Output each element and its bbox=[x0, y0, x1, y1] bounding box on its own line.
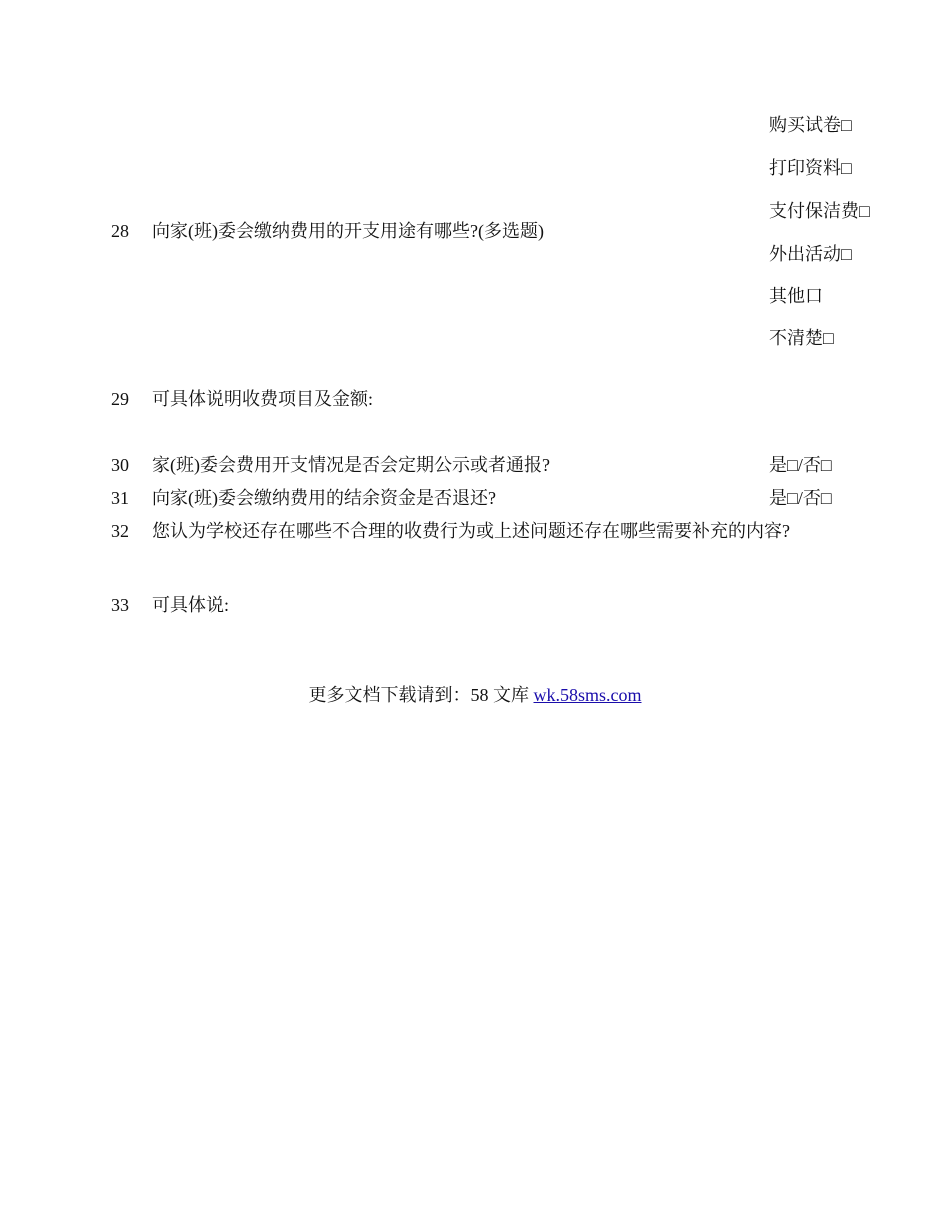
question-29-number: 29 bbox=[111, 389, 129, 409]
question-33-text: 可具体说: bbox=[152, 595, 230, 615]
question-30-text: 家(班)委会费用开支情况是否会定期公示或者通报? bbox=[152, 455, 550, 475]
question-30-number: 30 bbox=[111, 455, 129, 475]
q28-option-not-sure[interactable]: 不清楚□ bbox=[769, 328, 834, 348]
question-33-number: 33 bbox=[111, 595, 129, 615]
question-28-number: 28 bbox=[111, 221, 129, 241]
question-31-yes-no[interactable]: 是□/否□ bbox=[769, 488, 832, 508]
q28-option-cleaning-fee[interactable]: 支付保洁费□ bbox=[769, 201, 870, 221]
question-31-number: 31 bbox=[111, 488, 129, 508]
question-32-text: 您认为学校还存在哪些不合理的收费行为或上述问题还存在哪些需要补充的内容? bbox=[152, 521, 790, 541]
footer-prefix: 更多文档下载请到：58 文库 bbox=[308, 685, 534, 705]
question-29-text: 可具体说明收费项目及金额: bbox=[152, 389, 373, 409]
footer-link[interactable]: wk.58sms.com bbox=[533, 685, 642, 705]
q28-option-buy-test-papers[interactable]: 购买试卷□ bbox=[769, 115, 852, 135]
q28-option-print-materials[interactable]: 打印资料□ bbox=[769, 158, 852, 178]
question-32-number: 32 bbox=[111, 521, 129, 541]
q28-option-outing-activities[interactable]: 外出活动□ bbox=[769, 244, 852, 264]
q28-option-other[interactable]: 其他口 bbox=[769, 286, 823, 306]
question-30-yes-no[interactable]: 是□/否□ bbox=[769, 455, 832, 475]
question-28-text: 向家(班)委会缴纳费用的开支用途有哪些?(多选题) bbox=[152, 221, 544, 241]
footer-download-note bbox=[0, 684, 950, 706]
question-31-text: 向家(班)委会缴纳费用的结余资金是否退还? bbox=[152, 488, 496, 508]
